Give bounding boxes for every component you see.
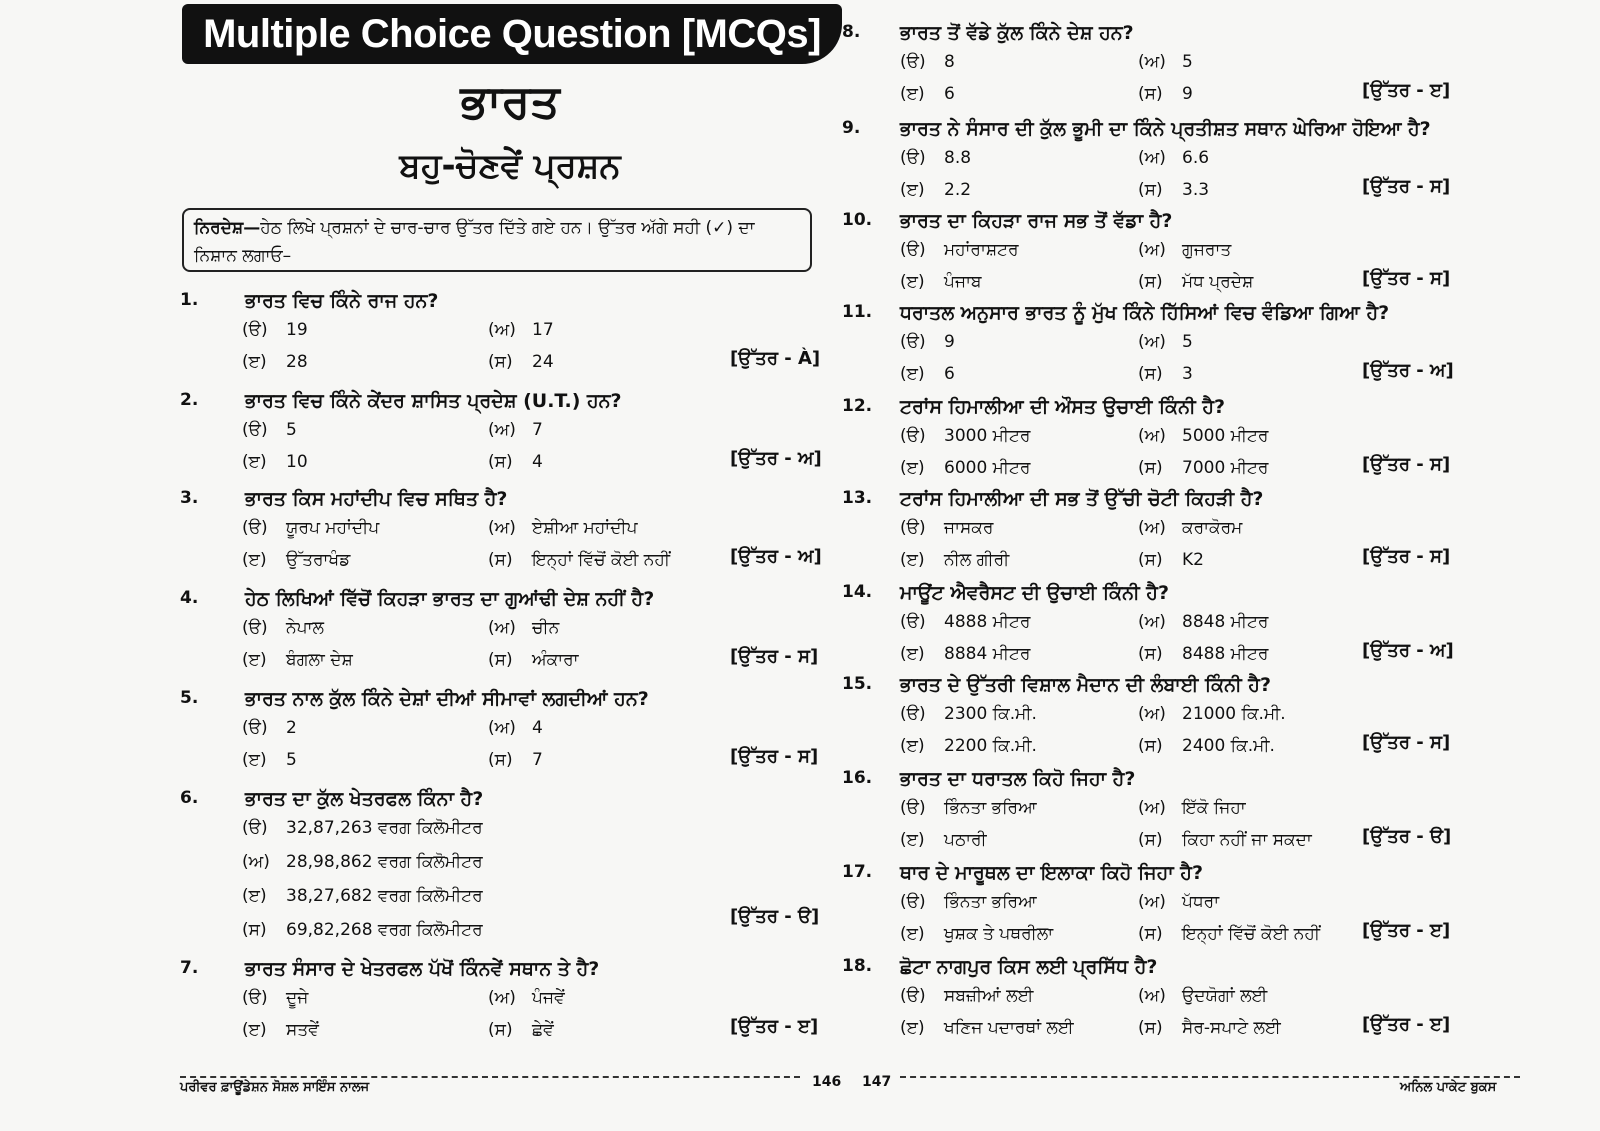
option-3	[900, 924, 1053, 944]
question-number: 12.	[842, 396, 873, 416]
option-4	[1138, 364, 1193, 384]
option-value: 8848 ਮੀਟਰ	[1182, 612, 1269, 632]
option-value: ਪੰਜਾਬ	[944, 272, 982, 292]
option-value: 2300 ਕਿ.ਮੀ.	[944, 704, 1037, 724]
option-label: (ਸ)	[1138, 1018, 1163, 1038]
question-number: 17.	[842, 862, 873, 882]
option-label: (ਅ)	[1138, 798, 1166, 818]
option-label: (ਸ)	[1138, 550, 1163, 570]
option-label: (ੲ)	[242, 750, 267, 770]
option-3	[900, 84, 955, 104]
option-label: (ੳ)	[242, 618, 268, 638]
question-number: 18.	[842, 956, 873, 976]
option-label: (ੳ)	[900, 704, 926, 724]
page-number-left: 146	[812, 1074, 842, 1090]
option-value: ਕਿਹਾ ਨਹੀਂ ਜਾ ਸਕਦਾ	[1182, 830, 1312, 850]
question-text: ਭਾਰਤ ਨੇ ਸੰਸਾਰ ਦੀ ਕੁੱਲ ਭੂਮੀ ਦਾ ਕਿੰਨੇ ਪ੍ਰਤੀਸ਼ਤ ਸਥਾਨ ਘੇਰਿਆ ਹੋਇਆ ਹੈ?	[900, 118, 1431, 140]
option-value: 5000 ਮੀਟਰ	[1182, 426, 1269, 446]
option-value: ਅੰਕਾਰਾ	[532, 650, 579, 670]
answer-key: [ਉੱਤਰ - ਸ]	[1362, 546, 1451, 567]
option-label: (ੲ)	[900, 364, 925, 384]
option-value: 7000 ਮੀਟਰ	[1182, 458, 1269, 478]
option-value: ਪੱਧਰਾ	[1182, 892, 1220, 912]
option-value: 5	[286, 420, 297, 440]
option-value: ਉਦਯੋਗਾਂ ਲਈ	[1182, 986, 1268, 1006]
option-1	[242, 320, 308, 340]
option-value: 3000 ਮੀਟਰ	[944, 426, 1031, 446]
option-1	[242, 818, 483, 838]
option-3	[900, 364, 955, 384]
answer-key: [ਉੱਤਰ - ਅ]	[1362, 360, 1454, 381]
question-number: 2.	[180, 390, 199, 410]
option-label: (ਸ)	[1138, 272, 1163, 292]
option-label: (ਅ)	[488, 420, 516, 440]
footer-divider-right	[900, 1076, 1520, 1078]
option-label: (ੲ)	[900, 830, 925, 850]
option-value: 2	[286, 718, 297, 738]
option-label: (ਸ)	[1138, 84, 1163, 104]
option-value: ਇਨ੍ਹਾਂ ਵਿੱਚੋਂ ਕੋਈ ਨਹੀਂ	[1182, 924, 1320, 944]
option-2	[1138, 426, 1268, 446]
option-label: (ਅ)	[1138, 612, 1166, 632]
option-label: (ੳ)	[900, 518, 926, 538]
answer-key: [ਉੱਤਰ - ਸ]	[730, 746, 819, 767]
option-value: ਕਰਾਕੋਰਮ	[1182, 518, 1243, 538]
option-value: ਏਸ਼ੀਆ ਮਹਾਂਦੀਪ	[532, 518, 638, 538]
question-text: ਟਰਾਂਸ ਹਿਮਾਲੀਆ ਦੀ ਸਭ ਤੋਂ ਉੱਚੀ ਚੋਟੀ ਕਿਹੜੀ ਹੈ?	[900, 488, 1264, 510]
option-value: 4	[532, 718, 543, 738]
option-value: ਨੇਪਾਲ	[286, 618, 324, 638]
option-value: ਪੰਜਵੇਂ	[532, 988, 565, 1008]
instruction-box	[182, 208, 812, 272]
option-value: 9	[944, 332, 955, 352]
option-label: (ਅ)	[488, 518, 516, 538]
option-1	[900, 612, 1030, 632]
question-number: 5.	[180, 688, 199, 708]
option-label: (ਸ)	[488, 452, 513, 472]
footer-publisher-left: ਪਰੀਵਰ ਫ਼ਾਊਂਡੇਸ਼ਨ ਸੋਸ਼ਲ ਸਾਇੰਸ ਨਾਲਜ	[180, 1080, 370, 1095]
option-1	[242, 420, 297, 440]
option-1	[900, 704, 1037, 724]
option-label: (ਅ)	[1138, 148, 1166, 168]
option-2	[1138, 704, 1286, 724]
question-text: ਭਾਰਤ ਸੰਸਾਰ ਦੇ ਖੇਤਰਫਲ ਪੱਖੋਂ ਕਿੰਨਵੇਂ ਸਥਾਨ ਤੇ ਹੈ?	[245, 958, 600, 980]
option-value: 7	[532, 750, 543, 770]
question-text: ਭਾਰਤ ਵਿਚ ਕਿੰਨੇ ਕੇਂਦਰ ਸ਼ਾਸਿਤ ਪ੍ਰਦੇਸ਼ (U.T.) ਹਨ?	[245, 390, 622, 412]
option-1	[242, 618, 324, 638]
option-value: 32,87,263 ਵਰਗ ਕਿਲੋਮੀਟਰ	[286, 818, 483, 838]
option-2	[488, 718, 543, 738]
option-value: ਸਤਵੇਂ	[286, 1020, 319, 1040]
option-3	[900, 1018, 1074, 1038]
option-label: (ੳ)	[242, 518, 268, 538]
option-value: 6.6	[1182, 148, 1210, 168]
option-value: ਪਠਾਰੀ	[944, 830, 987, 850]
question-text: ਥਾਰ ਦੇ ਮਾਰੂਥਲ ਦਾ ਇਲਾਕਾ ਕਿਹੋ ਜਿਹਾ ਹੈ?	[900, 862, 1203, 884]
option-1	[900, 52, 955, 72]
chapter-title: ਭਾਰਤ	[460, 74, 560, 128]
option-label: (ਸ)	[488, 650, 513, 670]
option-label: (ੳ)	[242, 718, 268, 738]
option-value: ਭਿੰਨਤਾ ਭਰਿਆ	[944, 892, 1037, 912]
option-label: (ੲ)	[900, 180, 925, 200]
question-number: 13.	[842, 488, 873, 508]
answer-key: [ਉੱਤਰ - ੳ]	[1362, 826, 1452, 847]
option-label: (ਅ)	[1138, 426, 1166, 446]
footer-divider-left	[180, 1076, 800, 1078]
option-1	[900, 798, 1037, 818]
option-label: (ਅ)	[1138, 892, 1166, 912]
option-2	[1138, 332, 1193, 352]
question-number: 10.	[842, 210, 873, 230]
option-label: (ਸ)	[1138, 736, 1163, 756]
left-page	[170, 0, 850, 1131]
option-4	[1138, 644, 1268, 664]
option-3	[900, 644, 1030, 664]
option-label: (ੳ)	[900, 612, 926, 632]
mcq-banner: Multiple Choice Question [MCQs]	[182, 4, 842, 64]
option-3	[900, 736, 1037, 756]
option-2	[1138, 612, 1268, 632]
option-value: 8.8	[944, 148, 972, 168]
option-4	[488, 452, 543, 472]
option-label: (ੲ)	[242, 650, 267, 670]
option-value: ਭਿੰਨਤਾ ਭਰਿਆ	[944, 798, 1037, 818]
option-4	[488, 1020, 554, 1040]
option-value: 6000 ਮੀਟਰ	[944, 458, 1031, 478]
answer-key: [ਉੱਤਰ - ਸ]	[1362, 454, 1451, 475]
option-value: 6	[944, 84, 955, 104]
question-number: 11.	[842, 302, 873, 322]
option-label: (ੲ)	[242, 352, 267, 372]
question-text: ਭਾਰਤ ਵਿਚ ਕਿੰਨੇ ਰਾਜ ਹਨ?	[245, 290, 439, 312]
option-2	[1138, 986, 1267, 1006]
option-2	[1138, 518, 1242, 538]
option-3	[242, 886, 483, 906]
option-value: 2400 ਕਿ.ਮੀ.	[1182, 736, 1275, 756]
option-4	[1138, 84, 1193, 104]
option-value: 24	[532, 352, 554, 372]
option-value: ਯੂਰਪ ਮਹਾਂਦੀਪ	[286, 518, 380, 538]
option-value: 38,27,682 ਵਰਗ ਕਿਲੋਮੀਟਰ	[286, 886, 483, 906]
instruction-text: ਹੇਠ ਲਿਖੇ ਪ੍ਰਸ਼ਨਾਂ ਦੇ ਚਾਰ-ਚਾਰ ਉੱਤਰ ਦਿੱਤੇ ਗਏ ਹਨ। ਉੱਤਰ ਅੱਗੇ ਸਹੀ (✓) ਦਾ ਨਿਸ਼ਾਨ ਲਗਾਓ–	[194, 218, 755, 266]
answer-key: [ਉੱਤਰ - ੳ]	[730, 906, 820, 927]
option-label: (ੲ)	[242, 452, 267, 472]
option-value: 2200 ਕਿ.ਮੀ.	[944, 736, 1037, 756]
option-2	[1138, 148, 1209, 168]
option-4	[1138, 180, 1209, 200]
option-4	[488, 550, 670, 570]
option-label: (ੲ)	[900, 924, 925, 944]
option-value: ਨੀਲ ਗੀਰੀ	[944, 550, 1010, 570]
question-text: ਹੇਠ ਲਿਖਿਆਂ ਵਿੱਚੋਂ ਕਿਹੜਾ ਭਾਰਤ ਦਾ ਗੁਆਂਢੀ ਦੇਸ਼ ਨਹੀਂ ਹੈ?	[245, 588, 655, 610]
question-number: 4.	[180, 588, 199, 608]
option-2	[242, 852, 483, 872]
option-label: (ਅ)	[488, 618, 516, 638]
option-label: (ਸ)	[1138, 180, 1163, 200]
option-3	[900, 180, 971, 200]
answer-key: [ਉੱਤਰ - ਸ]	[1362, 732, 1451, 753]
footer-publisher-right: ਅਨਿਲ ਪਾਕੇਟ ਬੁਕਸ	[1400, 1080, 1497, 1095]
option-value: ਸੈਰ-ਸਪਾਟੇ ਲਈ	[1182, 1018, 1281, 1038]
option-value: ਖਣਿਜ ਪਦਾਰਥਾਂ ਲਈ	[944, 1018, 1074, 1038]
option-label: (ਸ)	[488, 550, 513, 570]
option-3	[900, 272, 982, 292]
option-value: ਗੁਜਰਾਤ	[1182, 240, 1232, 260]
option-label: (ੲ)	[900, 550, 925, 570]
option-1	[900, 148, 971, 168]
option-label: (ਅ)	[242, 852, 270, 872]
option-value: 69,82,268 ਵਰਗ ਕਿਲੋਮੀਟਰ	[286, 920, 483, 940]
option-value: 28,98,862 ਵਰਗ ਕਿਲੋਮੀਟਰ	[286, 852, 483, 872]
option-label: (ਸ)	[1138, 458, 1163, 478]
option-value: 4888 ਮੀਟਰ	[944, 612, 1031, 632]
option-3	[900, 830, 987, 850]
option-value: ਬੰਗਲਾ ਦੇਸ਼	[286, 650, 353, 670]
option-label: (ਅ)	[1138, 52, 1166, 72]
option-4	[242, 920, 483, 940]
question-text: ਮਾਊਂਟ ਐਵਰੈਸਟ ਦੀ ਉਚਾਈ ਕਿੰਨੀ ਹੈ?	[900, 582, 1169, 604]
question-text: ਭਾਰਤ ਨਾਲ ਕੁੱਲ ਕਿੰਨੇ ਦੇਸ਼ਾਂ ਦੀਆਂ ਸੀਮਾਵਾਂ ਲਗਦੀਆਂ ਹਨ?	[245, 688, 649, 710]
option-value: ਚੀਨ	[532, 618, 560, 638]
option-label: (ੲ)	[900, 84, 925, 104]
option-label: (ੲ)	[242, 1020, 267, 1040]
option-value: 3	[1182, 364, 1193, 384]
option-label: (ੲ)	[242, 886, 267, 906]
option-value: 28	[286, 352, 308, 372]
option-label: (ੳ)	[900, 52, 926, 72]
option-label: (ਅ)	[488, 988, 516, 1008]
option-value: 8488 ਮੀਟਰ	[1182, 644, 1269, 664]
answer-key: [ਉੱਤਰ - ੲ]	[1362, 1014, 1451, 1035]
option-1	[900, 986, 1033, 1006]
option-1	[900, 426, 1030, 446]
option-2	[488, 420, 543, 440]
option-value: ਇੱਕੋ ਜਿਹਾ	[1182, 798, 1246, 818]
option-label: (ੳ)	[900, 240, 926, 260]
answer-key: [ਉੱਤਰ - ਸ]	[1362, 176, 1451, 197]
right-page	[842, 0, 1560, 1131]
page-number-right: 147	[862, 1074, 892, 1090]
question-text: ਭਾਰਤ ਕਿਸ ਮਹਾਂਦੀਪ ਵਿਚ ਸਥਿਤ ਹੈ?	[245, 488, 508, 510]
answer-key: [ਉੱਤਰ - ਅ]	[730, 448, 822, 469]
option-4	[1138, 458, 1268, 478]
option-value: K2	[1182, 550, 1204, 570]
option-4	[1138, 1018, 1281, 1038]
option-label: (ੳ)	[242, 988, 268, 1008]
option-label: (ਸ)	[1138, 830, 1163, 850]
question-number: 9.	[842, 118, 861, 138]
option-value: ਇਨ੍ਹਾਂ ਵਿੱਚੋਂ ਕੋਈ ਨਹੀਂ	[532, 550, 670, 570]
option-value: 3.3	[1182, 180, 1210, 200]
option-label: (ੳ)	[900, 148, 926, 168]
option-1	[242, 718, 297, 738]
question-number: 15.	[842, 674, 873, 694]
option-value: 17	[532, 320, 554, 340]
option-2	[488, 320, 554, 340]
option-label: (ਅ)	[488, 320, 516, 340]
option-label: (ੲ)	[900, 272, 925, 292]
question-text: ਭਾਰਤ ਤੋਂ ਵੱਡੇ ਕੁੱਲ ਕਿੰਨੇ ਦੇਸ਼ ਹਨ?	[900, 22, 1134, 44]
option-value: 10	[286, 452, 308, 472]
option-1	[900, 240, 1019, 260]
option-value: ਖੁਸ਼ਕ ਤੇ ਪਥਰੀਲਾ	[944, 924, 1054, 944]
option-1	[900, 518, 993, 538]
option-value: 19	[286, 320, 308, 340]
option-1	[900, 892, 1037, 912]
option-label: (ਅ)	[488, 718, 516, 738]
option-label: (ਅ)	[1138, 240, 1166, 260]
question-text: ਭਾਰਤ ਦੇ ਉੱਤਰੀ ਵਿਸ਼ਾਲ ਮੈਦਾਨ ਦੀ ਲੰਬਾਈ ਕਿੰਨੀ ਹੈ?	[900, 674, 1271, 696]
question-number: 3.	[180, 488, 199, 508]
option-4	[1138, 924, 1320, 944]
option-value: ਸਬਜ਼ੀਆਂ ਲਈ	[944, 986, 1034, 1006]
option-value: ਮਹਾਂਰਾਸ਼ਟਰ	[944, 240, 1019, 260]
option-3	[242, 550, 350, 570]
answer-key: [ਉੱਤਰ - ੲ]	[1362, 920, 1451, 941]
option-3	[242, 1020, 319, 1040]
option-value: 2.2	[944, 180, 972, 200]
option-3	[242, 452, 308, 472]
option-label: (ਸ)	[1138, 924, 1163, 944]
question-number: 14.	[842, 582, 873, 602]
option-value: ਉੱਤਰਾਖੰਡ	[286, 550, 351, 570]
option-2	[1138, 892, 1219, 912]
option-label: (ੳ)	[900, 798, 926, 818]
option-1	[242, 988, 308, 1008]
option-value: 8884 ਮੀਟਰ	[944, 644, 1031, 664]
option-4	[488, 352, 554, 372]
question-number: 7.	[180, 958, 199, 978]
option-3	[900, 458, 1030, 478]
option-value: ਜਾਸਕਰ	[944, 518, 994, 538]
option-4	[1138, 830, 1312, 850]
answer-key: [ਉੱਤਰ - ਸ]	[730, 646, 819, 667]
option-value: 21000 ਕਿ.ਮੀ.	[1182, 704, 1286, 724]
option-value: 8	[944, 52, 955, 72]
question-number: 6.	[180, 788, 199, 808]
option-2	[1138, 240, 1231, 260]
question-text: ਟਰਾਂਸ ਹਿਮਾਲੀਆ ਦੀ ਔਸਤ ਉਚਾਈ ਕਿੰਨੀ ਹੈ?	[900, 396, 1226, 418]
answer-key: [ਉੱਤਰ - ਸ]	[1362, 268, 1451, 289]
question-text: ਛੋਟਾ ਨਾਗਪੁਰ ਕਿਸ ਲਈ ਪ੍ਰਸਿੱਧ ਹੈ?	[900, 956, 1158, 978]
option-label: (ੳ)	[900, 426, 926, 446]
option-2	[488, 988, 565, 1008]
option-4	[1138, 550, 1204, 570]
option-label: (ੳ)	[900, 332, 926, 352]
option-label: (ੲ)	[900, 1018, 925, 1038]
option-label: (ੲ)	[900, 458, 925, 478]
option-label: (ਅ)	[1138, 704, 1166, 724]
option-4	[1138, 736, 1275, 756]
option-label: (ੳ)	[900, 986, 926, 1006]
question-text: ਭਾਰਤ ਦਾ ਕਿਹੜਾ ਰਾਜ ਸਭ ਤੋਂ ਵੱਡਾ ਹੈ?	[900, 210, 1173, 232]
question-text: ਭਾਰਤ ਦਾ ਕੁੱਲ ਖੇਤਰਫਲ ਕਿੰਨਾ ਹੈ?	[245, 788, 484, 810]
option-label: (ੳ)	[900, 892, 926, 912]
question-number: 8.	[842, 22, 861, 42]
option-3	[242, 650, 353, 670]
option-label: (ਸ)	[488, 750, 513, 770]
answer-key: [ਉੱਤਰ - À]	[730, 348, 821, 369]
option-label: (ੳ)	[242, 818, 268, 838]
option-label: (ੲ)	[900, 736, 925, 756]
instruction-label: ਨਿਰਦੇਸ਼—	[194, 218, 261, 238]
option-3	[900, 550, 1009, 570]
option-value: 4	[532, 452, 543, 472]
option-4	[1138, 272, 1253, 292]
option-label: (ੳ)	[242, 420, 268, 440]
option-2	[1138, 52, 1193, 72]
option-label: (ੲ)	[900, 644, 925, 664]
option-2	[488, 618, 559, 638]
option-value: ਦੂਜੇ	[286, 988, 309, 1008]
chapter-subtitle: ਬਹੁ-ਚੋਣਵੇਂ ਪ੍ਰਸ਼ਨ	[399, 146, 621, 186]
option-value: ਮੱਧ ਪ੍ਰਦੇਸ਼	[1182, 272, 1254, 292]
option-value: 9	[1182, 84, 1193, 104]
option-1	[900, 332, 955, 352]
answer-key: [ਉੱਤਰ - ੲ]	[730, 1016, 819, 1037]
question-number: 16.	[842, 768, 873, 788]
option-label: (ਅ)	[1138, 518, 1166, 538]
option-label: (ਸ)	[1138, 644, 1163, 664]
option-label: (ਅ)	[1138, 332, 1166, 352]
answer-key: [ਉੱਤਰ - ੲ]	[1362, 80, 1451, 101]
option-label: (ਅ)	[1138, 986, 1166, 1006]
option-label: (ੲ)	[242, 550, 267, 570]
option-4	[488, 650, 578, 670]
answer-key: [ਉੱਤਰ - ਅ]	[1362, 640, 1454, 661]
option-value: 5	[1182, 332, 1193, 352]
answer-key: [ਉੱਤਰ - ਅ]	[730, 546, 822, 567]
option-value: 7	[532, 420, 543, 440]
question-number: 1.	[180, 290, 199, 310]
question-text: ਧਰਾਤਲ ਅਨੁਸਾਰ ਭਾਰਤ ਨੂੰ ਮੁੱਖ ਕਿੰਨੇ ਹਿੱਸਿਆਂ ਵਿਚ ਵੰਡਿਆ ਗਿਆ ਹੈ?	[900, 302, 1390, 324]
option-label: (ੳ)	[242, 320, 268, 340]
option-3	[242, 352, 308, 372]
option-4	[488, 750, 543, 770]
option-2	[488, 518, 637, 538]
option-value: ਛੇਵੇਂ	[532, 1020, 554, 1040]
question-text: ਭਾਰਤ ਦਾ ਧਰਾਤਲ ਕਿਹੋ ਜਿਹਾ ਹੈ?	[900, 768, 1136, 790]
option-3	[242, 750, 297, 770]
option-label: (ਸ)	[242, 920, 267, 940]
option-2	[1138, 798, 1246, 818]
option-label: (ਸ)	[1138, 364, 1163, 384]
option-value: 5	[286, 750, 297, 770]
option-value: 5	[1182, 52, 1193, 72]
option-value: 6	[944, 364, 955, 384]
option-1	[242, 518, 379, 538]
option-label: (ਸ)	[488, 352, 513, 372]
option-label: (ਸ)	[488, 1020, 513, 1040]
